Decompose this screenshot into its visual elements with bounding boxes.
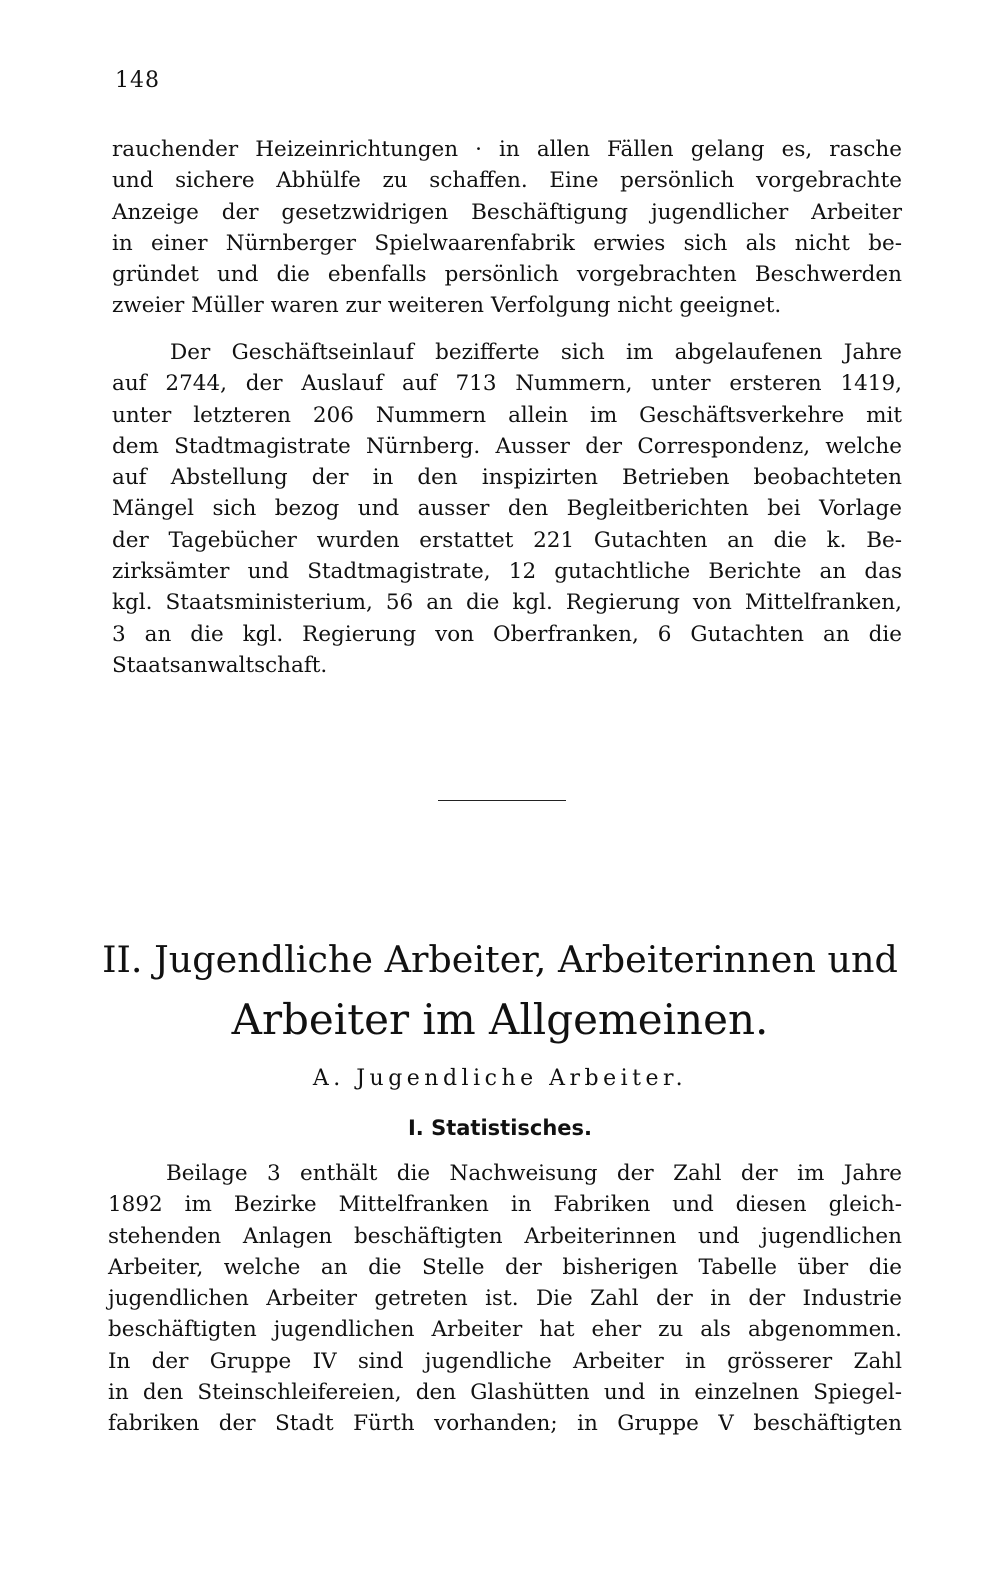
text-line: Arbeiter, welche an die Stelle der bisherigen Tabelle über die — [108, 1254, 902, 1280]
text-line: unter letzteren 206 Nummern allein im Geschäftsverkehre mit — [112, 402, 902, 428]
text-line: und sichere Abhülfe zu schaffen. Eine persönlich vorgebrachte — [112, 168, 902, 194]
text-line: Staatsanwaltschaft. — [112, 652, 328, 678]
text-line: In der Gruppe IV sind jugendliche Arbeiter in grösserer Zahl — [108, 1348, 902, 1374]
text-line: dem Stadtmagistrate Nürnberg. Ausser der Correspondenz, welche — [112, 433, 902, 459]
text-line: 3 an die kgl. Regierung von Oberfranken, 6 Gutachten an die — [112, 621, 902, 647]
section-title — [100, 930, 900, 1050]
text-line: 1892 im Bezirke Mittelfranken in Fabriken und diesen gleich- — [108, 1192, 902, 1218]
text-line: Mängel sich bezog und ausser den Begleitberichten bei Vorlage — [112, 496, 902, 522]
text-line: Anzeige der gesetzwidrigen Beschäftigung jugendlicher Arbeiter — [112, 199, 902, 225]
section-divider — [438, 800, 566, 801]
text-line: stehenden Anlagen beschäftigten Arbeiterinnen und jugendlichen — [108, 1223, 902, 1249]
text-line: Beilage 3 enthält die Nachweisung der Zahl der im Jahre — [166, 1161, 902, 1186]
text-line: der Tagebücher wurden erstattet 221 Gutachten an die k. Be- — [112, 527, 902, 553]
text-line: zweier Müller waren zur weiteren Verfolgung nicht geeignet. — [112, 293, 782, 319]
text-line: Der Geschäftseinlauf bezifferte sich im abgelaufenen Jahre — [170, 340, 902, 365]
text-line: gründet und die ebenfalls persönlich vorgebrachten Beschwerden — [112, 262, 902, 288]
section-title-line: Arbeiter im Allgemeinen. — [231, 995, 769, 1044]
text-line: beschäftigten jugendlichen Arbeiter hat eher zu als abgenommen. — [108, 1317, 902, 1343]
subsection-title: A. Jugendliche Arbeiter. — [312, 1066, 688, 1091]
text-line: auf 2744, der Auslauf auf 713 Nummern, unter ersteren 1419, — [112, 371, 902, 397]
text-line: jugendlichen Arbeiter getreten ist. Die Zahl der in der Industrie — [108, 1286, 902, 1312]
page-number: 148 — [115, 68, 160, 93]
text-line: fabriken der Stadt Fürth vorhanden; in Gruppe V beschäftigten — [108, 1411, 902, 1437]
paragraph-continuation — [112, 134, 902, 322]
text-line: in den Steinschleifereien, den Glashütten und in einzelnen Spiegel- — [108, 1380, 902, 1406]
section-title-line: II. Jugendliche Arbeiter, Arbeiterinnen und — [102, 938, 898, 981]
paragraph-statistics — [108, 1158, 902, 1440]
text-line: zirksämter und Stadtmagistrate, 12 gutachtliche Berichte an das — [112, 559, 902, 585]
paragraph-correspondence — [112, 337, 902, 681]
subsubsection-title: I. Statistisches. — [407, 1116, 593, 1140]
text-line: in einer Nürnberger Spielwaarenfabrik erwies sich als nicht be- — [112, 230, 902, 256]
text-line: auf Abstellung der in den inspizirten Betrieben beobachteten — [112, 465, 902, 491]
text-line: kgl. Staatsministerium, 56 an die kgl. Regierung von Mittelfranken, — [112, 590, 902, 616]
text-line: rauchender Heizeinrichtungen · in allen Fällen gelang es, rasche — [112, 137, 902, 162]
